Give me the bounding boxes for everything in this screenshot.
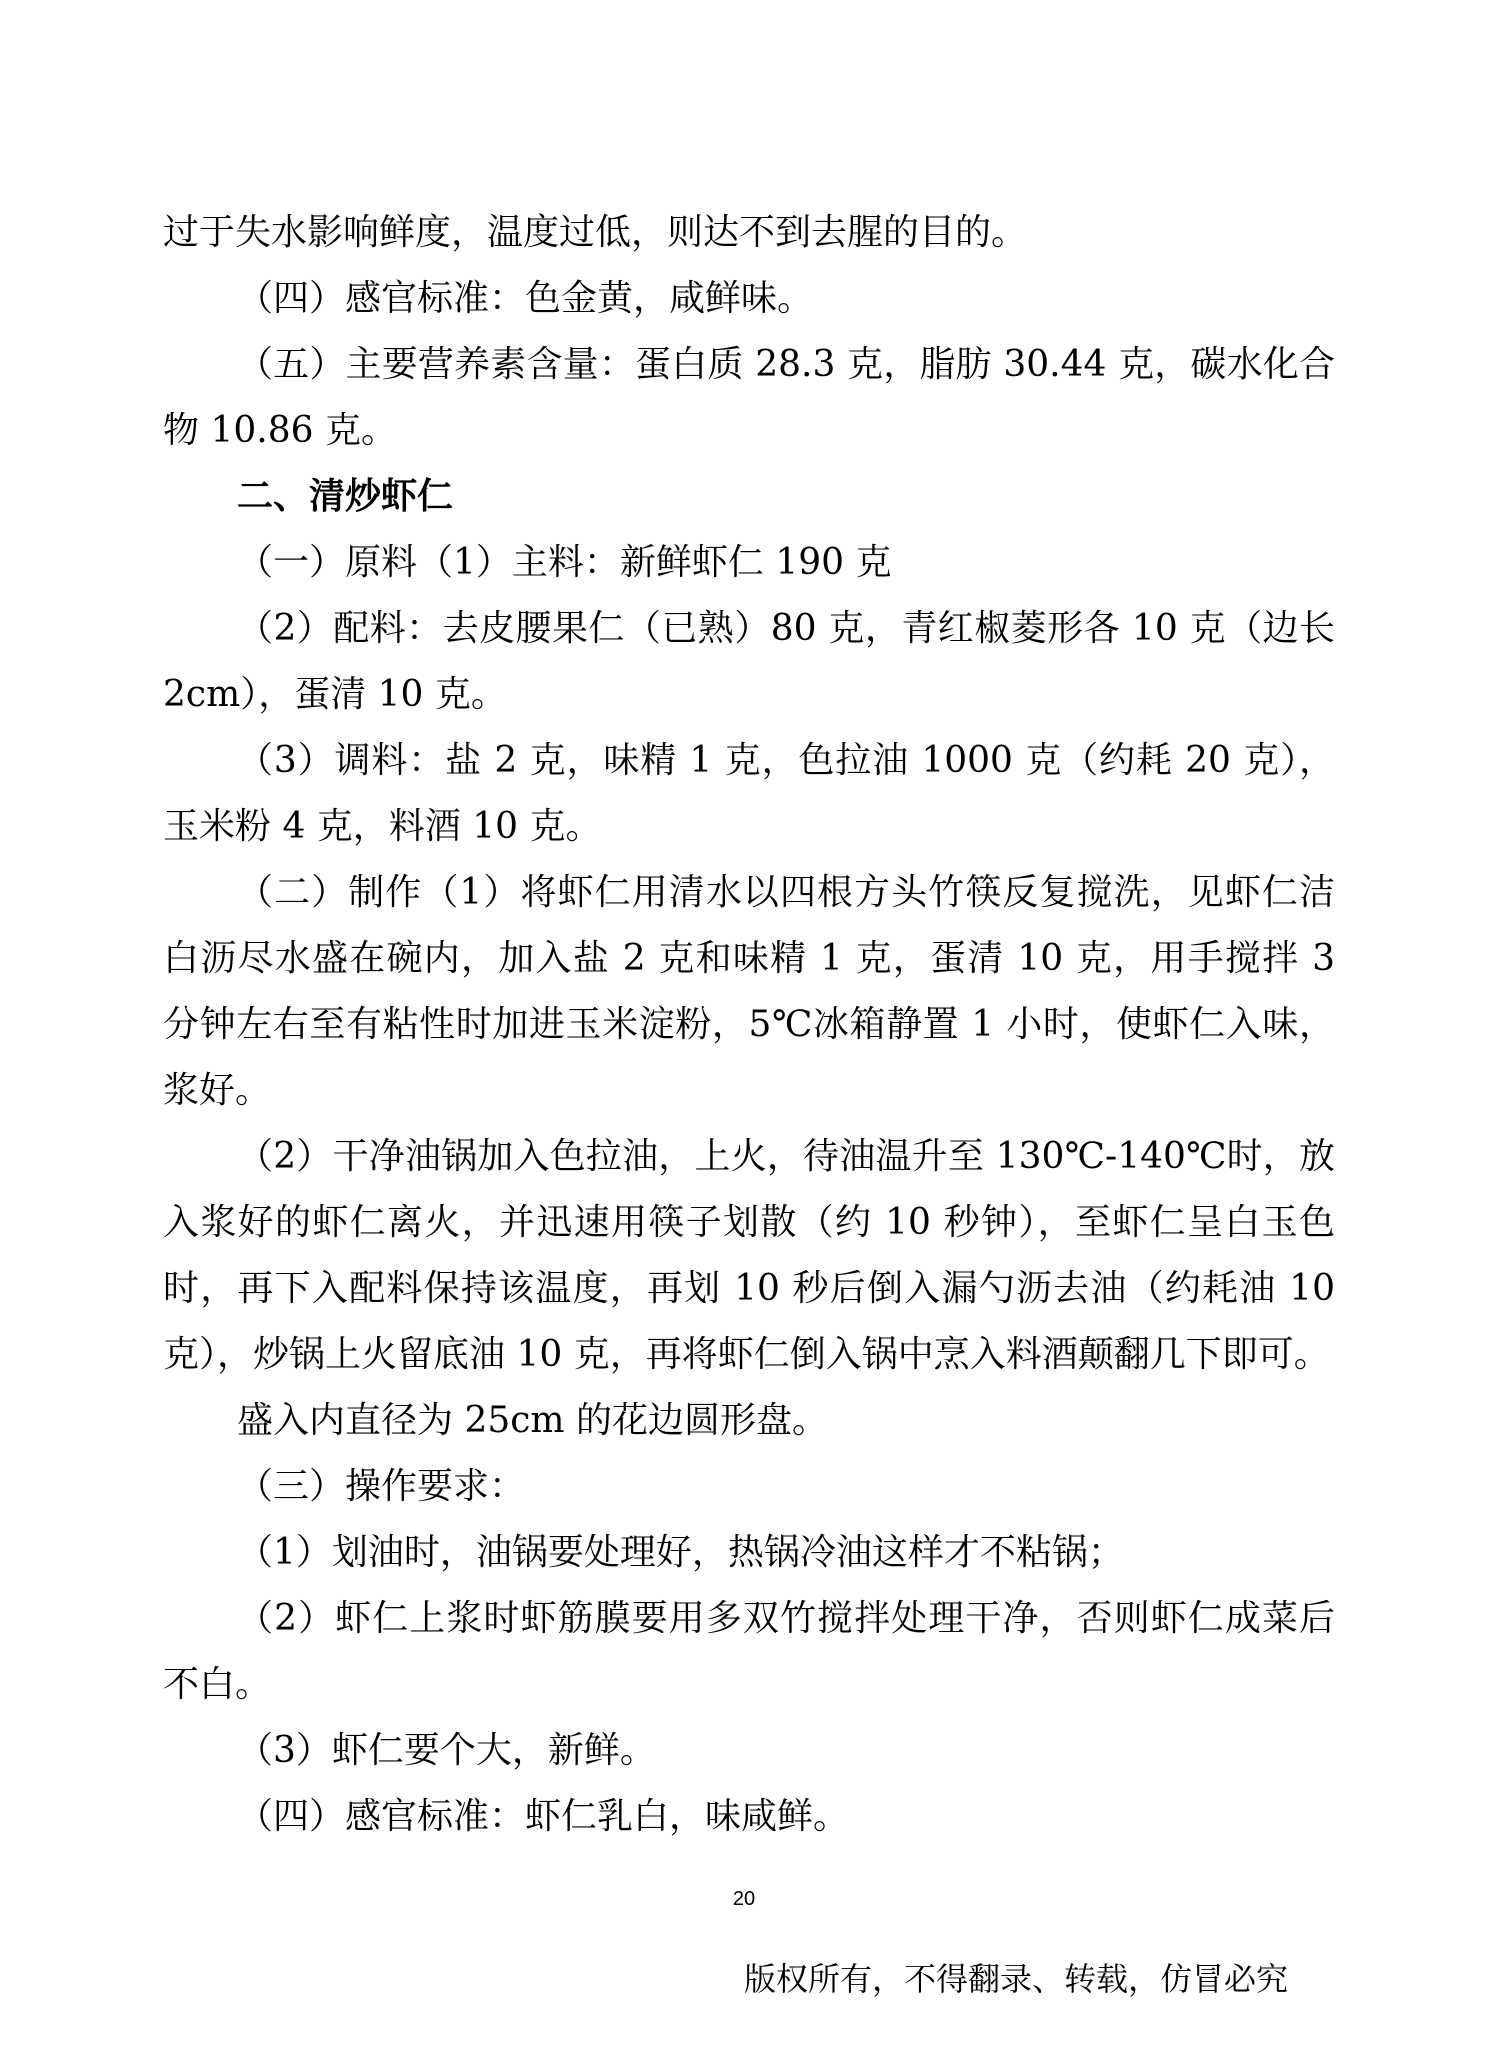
- paragraph: 过于失水影响鲜度，温度过低，则达不到去腥的目的。: [163, 212, 1028, 253]
- body-text: [163, 200, 1335, 1850]
- paragraph: （三）操作要求：: [237, 1466, 526, 1507]
- paragraph: （3）调料：盐 2 克，味精 1 克，色拉油 1000 克（约耗 20 克），玉米粉 4 克，料酒 10 克。: [163, 740, 1335, 847]
- paragraph: （1）划油时，油锅要处理好，热锅冷油这样才不粘锅；: [237, 1532, 1124, 1573]
- paragraph: （五）主要营养素含量：蛋白质 28.3 克，脂肪 30.44 克，碳水化合物 10.86 克。: [163, 344, 1335, 451]
- paragraph: （四）感官标准：色金黄，咸鲜味。: [237, 278, 814, 319]
- paragraph: （2）干净油锅加入色拉油，上火，待油温升至 130℃-140℃时，放入浆好的虾仁离火，并迅速用筷子划散（约 10 秒钟），至虾仁呈白玉色时，再下入配料保持该温度，再划 10 秒后倒入漏勺沥去油（约耗油 10 克），炒锅上火留底油 10 克，再将虾仁倒入锅中烹入料酒颠翻几下即可。: [163, 1136, 1335, 1375]
- paragraph: （四）感官标准：虾仁乳白，味咸鲜。: [237, 1796, 850, 1837]
- paragraph: （3）虾仁要个大，新鲜。: [237, 1730, 656, 1771]
- page-number: 20: [732, 1888, 756, 1910]
- section-heading: 二、清炒虾仁: [237, 476, 454, 517]
- paragraph: （2）配料：去皮腰果仁（已熟）80 克，青红椒菱形各 10 克（边长 2cm），蛋清 10 克。: [163, 608, 1335, 715]
- paragraph: 盛入内直径为 25cm 的花边圆形盘。: [237, 1400, 828, 1441]
- copyright-footer: 版权所有，不得翻录、转载，仿冒必究: [743, 1960, 1288, 1998]
- paragraph: （二）制作（1）将虾仁用清水以四根方头竹筷反复搅洗，见虾仁洁白沥尽水盛在碗内，加入盐 2 克和味精 1 克，蛋清 10 克，用手搅拌 3 分钟左右至有粘性时加进玉米淀粉，5℃冰箱静置 1 小时，使虾仁入味，浆好。: [163, 872, 1335, 1111]
- paragraph: （2）虾仁上浆时虾筋膜要用多双竹搅拌处理干净，否则虾仁成菜后不白。: [163, 1598, 1335, 1705]
- paragraph: （一）原料（1）主料：新鲜虾仁 190 克: [237, 542, 892, 583]
